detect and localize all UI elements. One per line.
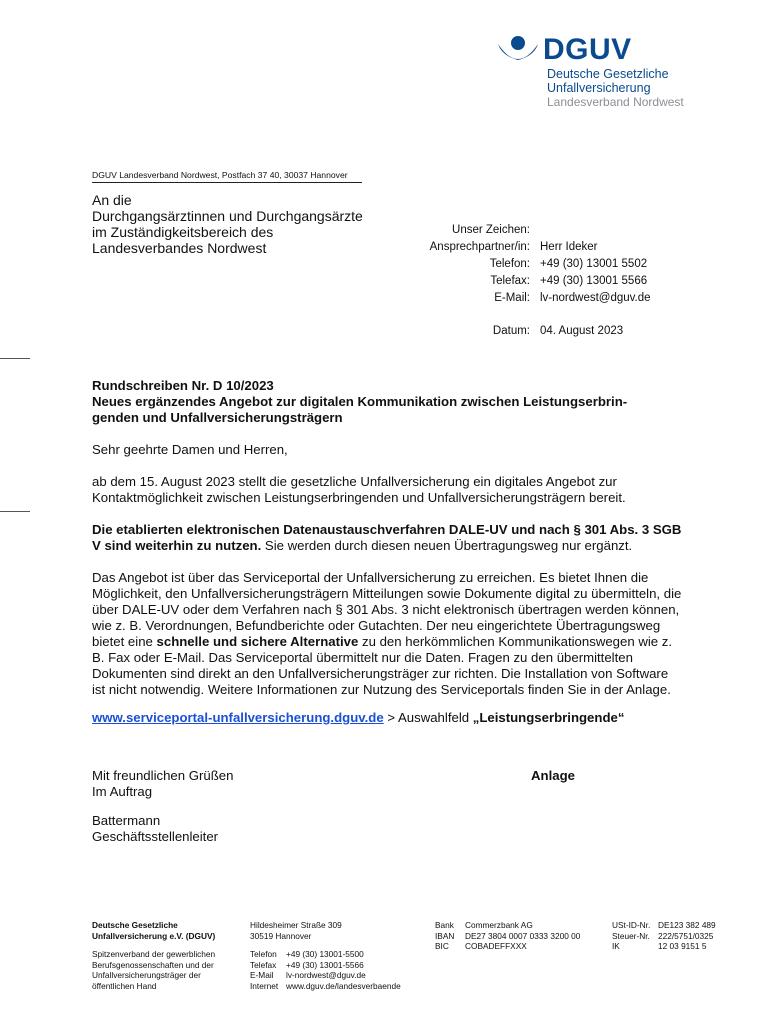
- footer-id-row: [612, 920, 716, 931]
- footer-bank-value: COBADEFFXXX: [465, 941, 527, 951]
- date-value: 04. August 2023: [540, 325, 624, 337]
- footer-org-desc: öffentlichen Hand: [92, 980, 157, 991]
- link-line-text: > Auswahlfeld: [383, 710, 473, 725]
- link-line-bold: „Leistungserbringende“: [472, 710, 625, 725]
- subject-line-3: genden und Unfallversicherungsträgern: [92, 410, 343, 425]
- signer: [92, 813, 218, 845]
- recipient-line: Durchgangsärztinnen und Durchgangsärzte: [92, 208, 363, 224]
- paragraph-2-bold: Die etablierten elektronischen Datenaustauschverfahren DALE-UV und nach § 301 Abs. 3 SGB V sind weiterhin zu nutzen.: [92, 522, 682, 553]
- logo-brand: DGUV: [543, 33, 632, 66]
- footer-id-row: [612, 931, 716, 942]
- footer-bank: [435, 920, 580, 952]
- serviceportal-link[interactable]: www.serviceportal-unfallversicherung.dguv.de: [92, 710, 384, 725]
- date-row: [380, 323, 651, 340]
- sender-line: DGUV Landesverband Nordwest, Postfach 37 40, 30037 Hannover: [92, 170, 362, 183]
- phone-value: +49 (30) 13001 5502: [540, 258, 648, 270]
- recipient-line: Landesverbandes Nordwest: [92, 240, 267, 256]
- paragraph-1: ab dem 15. August 2023 stellt die gesetzliche Unfallversicherung ein digitales Angebot zur Kontaktmöglichkeit zwischen Leistungserbringenden und Unfallversicherungsträgern bereit.: [92, 474, 626, 505]
- email-value: lv-nordwest@dguv.de: [540, 292, 651, 304]
- footer-city: 30519 Hannover: [250, 930, 312, 941]
- footer-contact-label: Telefax: [250, 959, 277, 970]
- fold-mark: [0, 358, 30, 359]
- recipient-address: [92, 192, 363, 256]
- footer-org-name: Deutsche Gesetzliche: [92, 920, 178, 930]
- footer-id-value: 12 03 9151 5: [658, 941, 707, 951]
- footer-org-name: Unfallversicherung e.V. (DGUV): [92, 930, 216, 941]
- fax-row: [380, 273, 651, 290]
- zeichen-row: [380, 222, 651, 239]
- footer-ids: [612, 920, 716, 952]
- closing: [92, 768, 233, 800]
- footer-org-desc: Spitzenverband der gewerblichen: [92, 949, 216, 959]
- contact-row: [380, 239, 651, 256]
- footer-id-row: [612, 941, 716, 952]
- footer-org-desc: Unfallversicherungsträger der: [92, 970, 201, 980]
- closing-line: Im Auftrag: [92, 784, 153, 799]
- paragraph-2: [92, 522, 684, 554]
- paragraph-3: [92, 570, 684, 698]
- subject-line-2: Neues ergänzendes Angebot zur digitalen Kommunikation zwischen Leistungserbrin-: [92, 394, 628, 409]
- footer-street: Hildesheimer Straße 309: [250, 920, 342, 930]
- date-label: Datum:: [492, 325, 530, 337]
- signer-name: Battermann: [92, 813, 161, 828]
- logo-line-3: Landesverband Nordwest: [547, 95, 684, 109]
- dguv-eagle-icon: [496, 34, 540, 68]
- footer-contact-label: E-Mail: [250, 970, 274, 980]
- paragraph-3-part1: Das Angebot ist über das Serviceportal der Unfallversicherung zu erreichen. Es bietet Ihnen die Möglichkeit, den Unfallversicherungsträgern Mitteilungen sowie Dokumente digital zu übermitteln, die über DALE-UV oder dem Verfahren nach § 301 Abs. 3 nicht elektronisch übertragen werden können, wie z. B. Verordnungen, Befundberichte oder Gutachten. Der neu eingerichtete Übertragungsweg bietet eine: [92, 570, 682, 649]
- footer-contact-label: Telefon: [250, 949, 277, 959]
- dguv-logo: [496, 34, 696, 110]
- footer-org-desc: Berufsgenossenschaften und der: [92, 959, 214, 970]
- footer-id-label: IK: [612, 941, 620, 951]
- footer-bank-label: BIC: [435, 941, 449, 951]
- footer-bank-label: IBAN: [435, 930, 455, 941]
- email-label: E-Mail:: [494, 292, 530, 304]
- footer-address: [250, 920, 401, 991]
- letter-body: [92, 378, 684, 726]
- footer-id-value: DE123 382 489: [658, 920, 716, 930]
- footer-id-label: Steuer-Nr.: [612, 930, 650, 941]
- link-line: [92, 710, 684, 726]
- footer-bank-row: [435, 941, 580, 952]
- footer-contact-row: [250, 970, 401, 981]
- contact-label: Ansprechpartner/in:: [429, 241, 530, 253]
- footer-contact-value: +49 (30) 13001-5500: [286, 949, 364, 959]
- footer-contact-row: [250, 960, 401, 971]
- footer-contact-row: [250, 949, 401, 960]
- email-row: [380, 290, 651, 307]
- phone-row: [380, 256, 651, 273]
- logo-line-1: Deutsche Gesetzliche: [547, 67, 669, 81]
- footer-bank-row: [435, 920, 580, 931]
- recipient-line: im Zuständigkeitsbereich des: [92, 224, 274, 240]
- footer-contact-value: +49 (30) 13001-5566: [286, 959, 364, 970]
- footer-contact-value: www.dguv.de/landesverbaende: [286, 980, 401, 991]
- subject-line-1: Rundschreiben Nr. D 10/2023: [92, 378, 274, 393]
- footer-bank-value: Commerzbank AG: [465, 920, 533, 930]
- footer-organisation: [92, 920, 215, 991]
- logo-line-2: Unfallversicherung: [547, 81, 651, 95]
- footer-id-label: USt-ID-Nr.: [612, 920, 651, 930]
- paragraph-2-rest: Sie werden durch diesen neuen Übertragungsweg nur ergänzt.: [261, 538, 633, 553]
- recipient-line: An die: [92, 192, 132, 208]
- footer-bank-label: Bank: [435, 920, 454, 930]
- closing-line: Mit freundlichen Grüßen: [92, 768, 234, 783]
- reference-block: [380, 222, 651, 340]
- zeichen-label: Unser Zeichen:: [452, 224, 530, 236]
- footer-bank-row: [435, 931, 580, 942]
- footer-id-value: 222/5751/0325: [658, 930, 714, 941]
- footer-bank-value: DE27 3804 0007 0333 3200 00: [465, 930, 581, 941]
- attachment-label: Anlage: [531, 768, 575, 783]
- salutation: Sehr geehrte Damen und Herren,: [92, 442, 288, 457]
- footer-contact-value: lv-nordwest@dguv.de: [286, 970, 366, 980]
- fax-value: +49 (30) 13001 5566: [540, 275, 648, 287]
- footer-contact-label: Internet: [250, 980, 279, 991]
- footer-contact-row: [250, 981, 401, 992]
- fold-mark: [0, 511, 30, 512]
- signer-title: Geschäftsstellenleiter: [92, 829, 219, 844]
- contact-value: Herr Ideker: [540, 241, 598, 253]
- paragraph-3-bold: schnelle und sichere Alternative: [156, 634, 359, 649]
- paragraph-3-part2: zu den herkömmlichen Kommunikationswegen wie z. B. Fax oder E-Mail. Das Serviceportal übermittelt nur die Daten. Fragen zu den übermittelten Dokumenten sind direkt an den Unfallversicherungsträger zur richten. Die Installation von Software ist nicht notwendig. Weitere Informationen zur Nutzung des Serviceportals finden Sie in der Anlage.: [92, 634, 673, 697]
- phone-label: Telefon:: [489, 258, 530, 270]
- fax-label: Telefax:: [490, 275, 530, 287]
